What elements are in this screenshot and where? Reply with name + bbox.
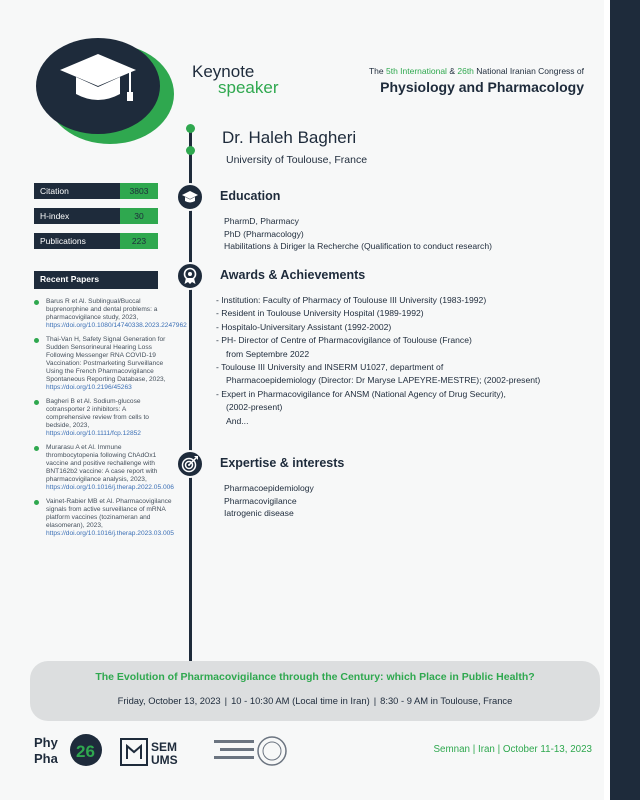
expertise-item: Pharmacoepidemiology [224,483,314,493]
svg-text:Pha: Pha [34,751,58,766]
education-item: PhD (Pharmacology) [224,228,304,239]
stat-citation [34,183,158,199]
expertise-list [224,482,314,520]
talk-date: Friday, October 13, 2023 [117,695,221,706]
award-item-continued: And... [226,415,249,426]
stat-label: Citation [40,186,69,196]
award-item-continued: from Septembre 2022 [226,348,310,359]
society-seal-logo [210,734,290,768]
timeline-dot-top [186,124,195,133]
list-item [32,398,172,438]
speaker-affiliation: University of Toulouse, France [226,154,368,166]
stats-panel [34,183,158,258]
list-item [32,336,172,392]
paper-citation: Vainet-Rabier MB et Al. Pharmacovigilance signals from active surveillance of mRNA platform vaccines (tozinameran and elasomeran), 2023, [46,498,172,529]
award-item: - Hospitalo-Universitary Assistant (1992-2002) [216,321,392,332]
award-item: - Expert in Pharmacovigilance for ANSM (National Agency of Drug Security), [216,388,506,399]
semnan-university-logo [120,736,200,768]
talk-banner [30,661,600,721]
paper-citation: Bagheri B et Al. Sodium-glucose cotransporter 2 inhibitors: A comprehensive review from cells to bedside, 2023, [46,398,149,429]
speaker-name: Dr. Haleh Bagheri [222,128,357,147]
list-item [32,298,187,330]
paper-link[interactable]: https://doi.org/10.1080/14740338.2023.2247962 [46,322,187,329]
svg-text:26: 26 [76,742,95,761]
congress-title: Physiology and Pharmacology [380,79,584,95]
congress-subtitle: The 5th International & 26th National Iranian Congress of [368,66,584,76]
expertise-title: Expertise & interests [220,456,345,470]
right-stripe [610,0,640,800]
awards-list [216,294,556,428]
recent-papers-divider [34,288,158,289]
paper-citation: Murarasu A et Al. Immune thrombocytopenia following ChAdOx1 vaccine and positive rechallenge with BNT162b2 vaccine: A case report with pharmacovigilance analysis, 2023, [46,444,158,483]
award-item-continued: Pharmacoepidemiology (Director: Dr Maryse LAPEYRE-MESTRE); (2002-present) [226,375,541,386]
keynote-speaker-badge [192,64,278,96]
award-item: - Institution: Faculty of Pharmacy of Toulouse III University (1983-1992) [216,295,487,305]
education-list [224,215,492,253]
paper-citation: Barus R et Al. Sublingual/Buccal buprenorphine and dental problems: a pharmacovigilance study, 2023, [46,298,158,321]
paper-link[interactable]: https://doi.org/10.1111/fcp.12852 [46,430,141,437]
awards-title: Awards & Achievements [220,268,366,282]
keynote-label: Keynote [192,62,255,81]
bullet-icon [34,338,39,343]
stat-value: 3803 [120,183,158,199]
bullet-icon [34,500,39,505]
talk-title: The Evolution of Pharmacovigilance through the Century: which Place in Public Health? [95,671,535,683]
stat-value: 223 [120,233,158,249]
paper-link[interactable]: https://doi.org/10.1016/j.therap.2023.03.005 [46,530,174,537]
talk-iran-time: 10 - 10:30 AM (Local time in Iran) [231,695,370,706]
svg-text:UMS: UMS [151,753,178,767]
award-item: - Toulouse III University and INSERM U1027, department of [216,362,444,373]
list-item [32,498,172,538]
stat-value: 30 [120,208,158,224]
timeline-dot-name [186,146,195,155]
stat-label: Publications [40,236,86,246]
speaker-label: speaker [218,78,279,97]
education-title: Education [220,189,281,203]
graduation-cap-icon [58,46,138,116]
list-item [32,444,172,492]
svg-text:SEM: SEM [151,740,178,754]
award-item: - PH- Director of Centre of Pharmacovigilance of Toulouse (France) [216,335,472,346]
congress-heading [334,66,584,95]
stat-label: H-index [40,211,70,221]
event-location-date: Semnan | Iran | October 11-13, 2023 [433,744,592,755]
expertise-item: Pharmacovigilance [224,495,297,506]
education-item: Habilitations à Diriger la Recherche (Qualification to conduct research) [224,241,492,251]
education-item: PharmD, Pharmacy [224,216,299,226]
expertise-item: Iatrogenic disease [224,508,294,518]
award-item: - Resident in Toulouse University Hospital (1989-1992) [216,308,424,319]
bullet-icon [34,400,39,405]
stat-h-index [34,208,158,224]
paper-link[interactable]: https://doi.org/10.2196/45263 [46,384,132,391]
bullet-icon [34,446,39,451]
award-item-continued: (2002-present) [226,402,283,413]
bullet-icon [34,300,39,305]
svg-text:Phy: Phy [34,735,58,750]
award-icon [176,262,204,290]
phypha-logo [32,730,106,770]
education-icon [176,183,204,211]
paper-citation: Thai-Van H, Safety Signal Generation for Sudden Sensorineural Hearing Loss Following Messenger RNA COVID-19 Vaccination: Postmarketing Surveillance Using the French Pharmacovigilance Spontaneous Reporting Database, 2023, [46,336,166,383]
stat-publications [34,233,158,249]
recent-papers-list [32,298,187,544]
paper-link[interactable]: https://doi.org/10.1016/j.therap.2022.05.006 [46,484,174,491]
avatar [36,38,166,138]
talk-schedule: Friday, October 13, 2023 | 10 - 10:30 AM (Local time in Iran) | 8:30 - 9 AM in Toulouse, France [117,695,513,706]
target-icon [176,450,204,478]
recent-papers-title: Recent Papers [34,271,158,288]
talk-france-time: 8:30 - 9 AM in Toulouse, France [380,695,513,706]
